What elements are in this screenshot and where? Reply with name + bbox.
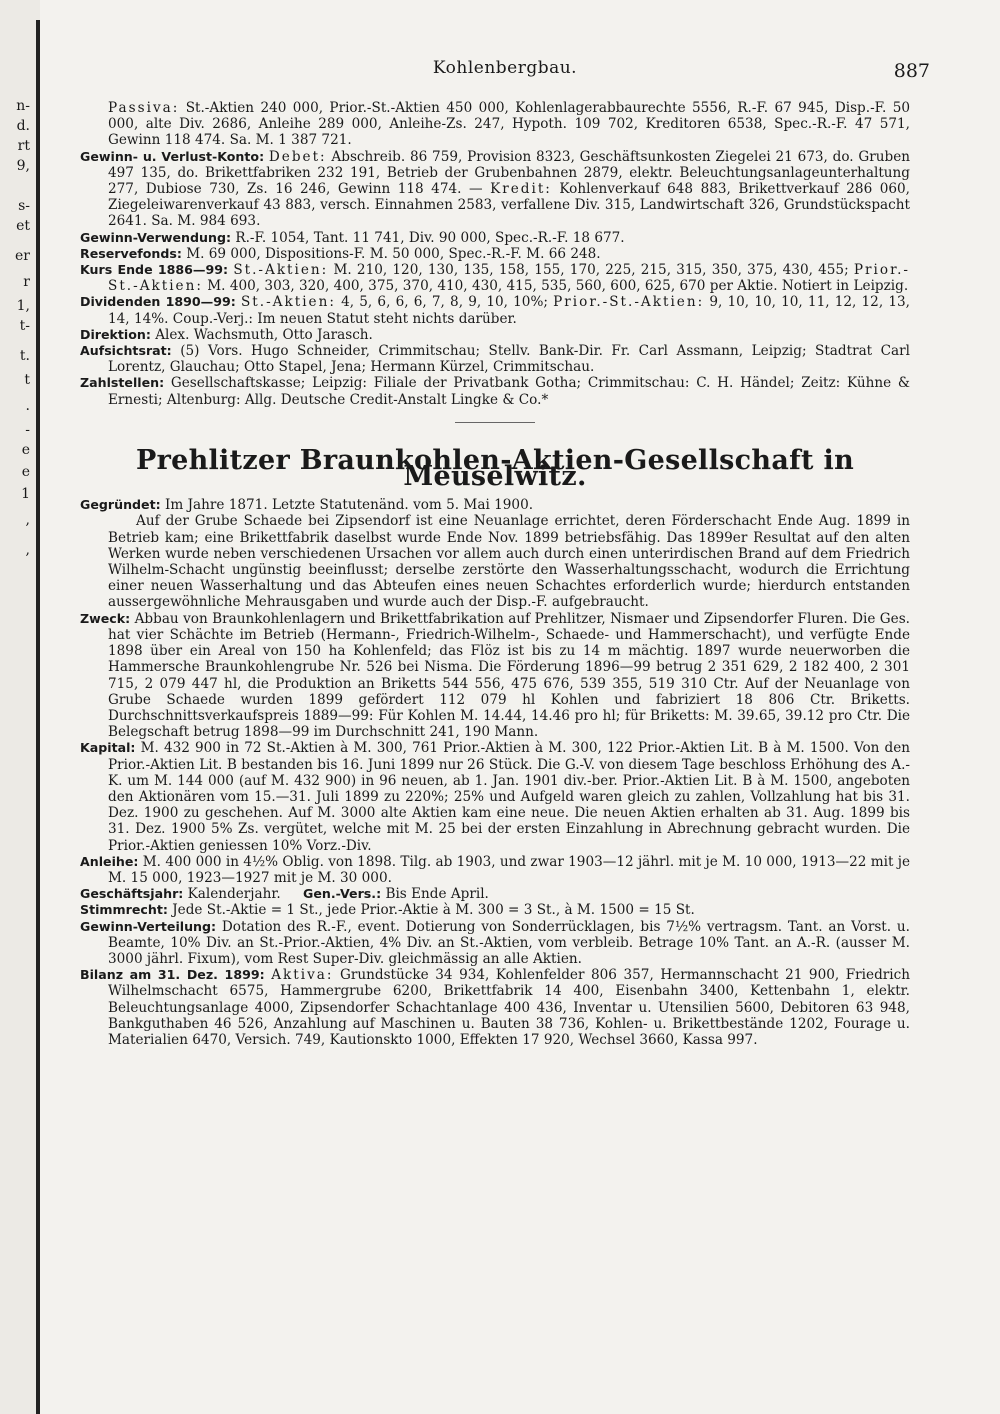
- margin-fragment: 9,: [16, 158, 30, 174]
- stimmrecht-label: Stimmrecht:: [80, 902, 168, 918]
- anleihe-text: M. 400 000 in 4½% Oblig. von 1898. Tilg. ab 1903, und zwar 1903—12 jährl. mit je M. 10 000, 1913—22 mit je M. 15 000, 1923—1927 mit je M. 30 000.: [108, 853, 910, 886]
- kapital-label: Kapital:: [80, 740, 136, 756]
- margin-fragment: ,: [25, 542, 30, 558]
- company-title: Prehlitzer Braunkohlen-Aktien-Gesellschaft in Meuselwitz.: [135, 444, 855, 493]
- kurs-label: Kurs Ende 1886—99:: [80, 262, 229, 278]
- dividenden-prior-label: Prior.-St.-Aktien:: [553, 294, 705, 311]
- aufsichtsrat-label: Aufsichtsrat:: [80, 343, 172, 359]
- kurs-st-text: M. 210, 120, 130, 135, 158, 155, 170, 225, 215, 315, 350, 375, 430, 455;: [333, 262, 849, 279]
- section-divider: [455, 422, 535, 423]
- entry-zweck: [80, 611, 910, 741]
- zweck-text: Abbau von Braunkohlenlagern und Brikettfabrikation auf Prehlitzer, Nismaer und Zipsendorfer Fluren. Die Ges. hat vier Schächte im Betrieb (Hermann-, Friedrich-Wilhelm-, Schaede- und Hammerschacht), und verfügte Ende 1898 über ein Areal von 150 ha Kohlenfeld; das Flöz ist bis zu 14 m mächtig. 1897 wurde neuerworben die Hammersche Braunkohlengrube Nr. 526 bei Nisma. Die Förderung 1896—99 betrug 2 351 629, 2 182 400, 2 301 715, 2 079 447 hl, die Produktion an Briketts 544 556, 475 676, 539 355, 519 310 Ctr. Auf der Neuanlage von Grube Schaede wurden 1899 gefördert 112 079 hl Kohlen und fabriziert 18 806 Ctr. Briketts. Durchschnittsverkaufspreis 1889—99: Für Kohlen M. 14.44, 14.46 pro hl; für Briketts: M. 39.65, 39.12 pro Ctr. Die Belegschaft betrug 1898—99 im Durchschnitt 241, 190 Mann.: [108, 610, 911, 741]
- entry-gewinn-verteilung: [80, 919, 910, 968]
- dividenden-label: Dividenden 1890—99:: [80, 294, 236, 310]
- entry-bilanz: [80, 967, 910, 1048]
- geschaeftsjahr-text: Kalenderjahr.: [187, 886, 281, 903]
- margin-fragment: 1: [21, 486, 30, 502]
- debet-text: Abschreib. 86 759, Provision 8323, Geschäftsunkosten Ziegelei 21 673, do. Gruben 497 135, do. Brikettfabriken 232 191, Betrieb der Grubenbahnen 2879, elektr. Beleuchtungsanlageunterhaltung 277, Dubiose 730, Zs. 16 246, Gewinn 118 474. —: [108, 148, 910, 198]
- margin-fragment: s-: [18, 198, 30, 214]
- margin-fragment: .: [25, 398, 30, 414]
- anleihe-label: Anleihe:: [80, 853, 139, 869]
- zahlstellen-label: Zahlstellen:: [80, 375, 165, 391]
- bilanz-text: Grundstücke 34 934, Kohlenfelder 806 357, Hermannschacht 21 900, Friedrich Wilhelmschacht 6575, Hammergrube 6200, Brikettfabrik 14 400, Eisenbahn 3400, Kettenbahn 1, elektr. Beleuchtungsanlage 4000, Zipsendorfer Schachtanlage 400 436, Inventar u. Utensilien 5600, Debitoren 63 948, Bankguthaben 46 526, Anzahlung auf Maschinen u. Bauten 38 736, Kohlen- u. Brikettbestände 1202, Fourage u. Materialien 6470, Versich. 749, Kautionskto 1000, Effekten 17 920, Wechsel 3660, Kassa 997.: [108, 967, 910, 1048]
- gegruendet-text: Im Jahre 1871. Letzte Statutenänd. vom 5. Mai 1900.: [164, 497, 534, 514]
- reservefonds-text: M. 69 000, Dispositions-F. M. 50 000, Spec.-R.-F. M. 66 248.: [186, 245, 601, 262]
- margin-fragment: e: [21, 464, 30, 480]
- margin-fragment: -: [25, 422, 30, 438]
- entry-kurs: [80, 262, 910, 294]
- kredit-text: Kohlenverkauf 648 883, Brikettverkauf 286 060, Ziegeleiwarenverkauf 43 883, versch. Einnahmen 2583, verfallene Div. 315, Landwirtschaft 326, Grundstückspacht 2641. Sa. M. 984 693.: [108, 181, 910, 230]
- kredit-label: Kredit:: [490, 181, 552, 198]
- margin-fragment: t-: [19, 318, 30, 334]
- page-header: [80, 58, 930, 88]
- dividenden-prior-text: 9, 10, 10, 10, 11, 12, 12, 13, 14, 14%. Coup.-Verj.: Im neuen Statut steht nichts darüber.: [108, 294, 910, 327]
- entry-geschichte: [80, 513, 910, 610]
- direktion-text: Alex. Wachsmuth, Otto Jarasch.: [155, 326, 373, 343]
- dividenden-st-text: 4, 5, 6, 6, 6, 7, 8, 9, 10, 10%;: [341, 294, 548, 311]
- margin-fragment: d.: [16, 118, 30, 134]
- kapital-text: M. 432 900 in 72 St.-Aktien à M. 300, 761 Prior.-Aktien à M. 300, 122 Prior.-Aktien Lit. B à M. 1500. Von den Prior.-Aktien Lit. B bestanden bis 16. Juni 1899 nur 26 Stück. Die G.-V. von diesem Tage beschloss Erhöhung des A.-K. um M. 144 000 (auf M. 432 900) in 96 neuen, ab 1. Jan. 1901 div.-ber. Prior.-Aktien Lit. B à M. 1500, angeboten den Aktionären vom 15.—31. Juli 1899 zu 220%; 25% und Aufgeld waren gleich zu zahlen, Vollzahlung hat bis 31. Dez. 1900 zu geschehen. Auf M. 3000 alte Aktien kam eine neue. Die neuen Aktien erhalten ab 31. Aug. 1899 bis 31. Dez. 1900 5% Zs. vergütet, welche mit M. 25 bei der ersten Einzahlung in Abrechnung gebracht wurden. Die Prior.-Aktien geniessen 10% Vorz.-Div.: [108, 740, 910, 854]
- bilanz-label: Bilanz am 31. Dez. 1899:: [80, 967, 265, 983]
- kurs-st-label: St.-Aktien:: [233, 262, 329, 279]
- page-number: 887: [893, 60, 930, 82]
- entry-zahlstellen: [80, 375, 910, 407]
- margin-fragment: r: [23, 274, 30, 290]
- margin-fragment: et: [16, 218, 30, 234]
- direktion-label: Direktion:: [80, 326, 151, 342]
- margin-fragment: ,: [25, 512, 30, 528]
- kurs-prior-text: M. 400, 303, 320, 400, 375, 370, 410, 430, 415, 535, 560, 600, 625, 670 per Aktie. Notiert in Leipzig.: [207, 278, 909, 295]
- bilanz-aktiva-label: Aktiva:: [271, 967, 334, 984]
- stimmrecht-text: Jede St.-Aktie = 1 St., jede Prior.-Aktie à M. 300 = 3 St., à M. 1500 = 15 St.: [172, 902, 695, 919]
- gegruendet-label: Gegründet:: [80, 497, 161, 513]
- margin-fragment: e: [21, 442, 30, 458]
- guv-label: Gewinn- u. Verlust-Konto:: [80, 148, 265, 164]
- margin-fragment: er: [15, 248, 30, 264]
- passiva-label: Passiva:: [108, 100, 180, 116]
- geschaeftsjahr-label: Geschäftsjahr:: [80, 886, 184, 902]
- entry-anleihe: [80, 854, 910, 886]
- entry-stimmrecht: [80, 902, 910, 918]
- aufsichtsrat-text: (5) Vors. Hugo Schneider, Crimmitschau; Stellv. Bank-Dir. Fr. Carl Assmann, Leipzig; Stadtrat Carl Lorentz, Glauchau; Otto Stapel, Jena; Hermann Kürzel, Crimmitschau.: [108, 343, 910, 376]
- gewinn-verteilung-text: Dotation des R.-F., event. Dotierung von Sonderrücklagen, bis 7½% vertragsm. Tant. an Vorst. u. Beamte, 10% Div. an St.-Prior.-Aktien, 4% Div. an St.-Aktien, vom verbleib. Betrage 10% Tant. an A.-R. (ausser M. 3000 jährl. Fixum), vom Rest Super-Div. gleichmässig an alle Aktien.: [108, 918, 910, 967]
- entry-kapital: [80, 740, 910, 853]
- margin-fragment: 1,: [16, 298, 30, 314]
- passiva-text: St.-Aktien 240 000, Prior.-St.-Aktien 450 000, Kohlenlagerabbaurechte 5556, R.-F. 67 945, Disp.-F. 50 000, alte Div. 2686, Anleihe 289 000, Anleihe-Zs. 247, Hypoth. 109 702, Kreditoren 6538, Spec.-R.-F. 47 571, Gewinn 118 474. Sa. M. 1 387 721.: [108, 100, 910, 149]
- entry-gegruendet: [80, 497, 910, 513]
- margin-fragment: n-: [16, 98, 30, 114]
- margin-fragment: t: [24, 372, 30, 388]
- entry-geschaeftsjahr: [80, 886, 910, 902]
- zweck-label: Zweck:: [80, 610, 131, 626]
- gewinn-verwendung-label: Gewinn-Verwendung:: [80, 229, 232, 245]
- binding-edge: [36, 20, 40, 1414]
- gewinn-verwendung-text: R.-F. 1054, Tant. 11 741, Div. 90 000, Spec.-R.-F. 18 677.: [235, 229, 625, 246]
- entry-reservefonds: [80, 246, 910, 262]
- zahlstellen-text: Gesellschaftskasse; Leipzig: Filiale der Privatbank Gotha; Crimmitschau: C. H. Händel; Zeitz: Kühne & Ernesti; Altenburg: Allg. Deutsche Credit-Anstalt Lingke & Co.*: [108, 375, 910, 408]
- debet-label: Debet:: [268, 148, 327, 165]
- entry-passiva: [80, 100, 910, 149]
- gewinn-verteilung-label: Gewinn-Verteilung:: [80, 918, 217, 934]
- entry-gewinn-verlust: [80, 149, 910, 230]
- entry-aufsichtsrat: [80, 343, 910, 375]
- running-head: Kohlenbergbau.: [432, 58, 578, 78]
- entry-dividenden: [80, 294, 910, 326]
- margin-fragment: rt: [17, 138, 30, 154]
- left-margin-gutter: [0, 0, 40, 1414]
- entry-gewinn-verwendung: [80, 230, 910, 246]
- kurs-prior-label: Prior.-St.-Aktien:: [108, 262, 910, 295]
- gen-vers-label: Gen.-Vers.:: [303, 886, 382, 902]
- previous-entry-continuation: [80, 100, 910, 1048]
- gen-vers-text: Bis Ende April.: [385, 886, 489, 903]
- margin-fragment: t.: [19, 348, 30, 364]
- reservefonds-label: Reservefonds:: [80, 245, 182, 261]
- entry-direktion: [80, 327, 910, 343]
- dividenden-st-label: St.-Aktien:: [240, 294, 336, 311]
- geschichte-text: Auf der Grube Schaede bei Zipsendorf ist eine Neuanlage errichtet, deren Förderschacht Ende Aug. 1899 in Betrieb kam; eine Brikettfabrik daselbst wurde Ende Nov. 1899 betriebsfähig. Das 1899er Resultat auf den alten Werken wurde neben verschiedenen Ursachen vor allem auch durch einen unterirdischen Brand auf dem Friedrich Wilhelm-Schacht ungünstig beeinflusst; derselbe zerstörte den Wasserhaltungsschacht, wodurch die Errichtung einer neuen Wasserhaltung und das Abteufen eines neuen Schachtes erforderlich wurde; hierdurch entstanden aussergewöhnliche Mehrausgaben und wurde auch der Disp.-F. aufgebraucht.: [108, 513, 910, 611]
